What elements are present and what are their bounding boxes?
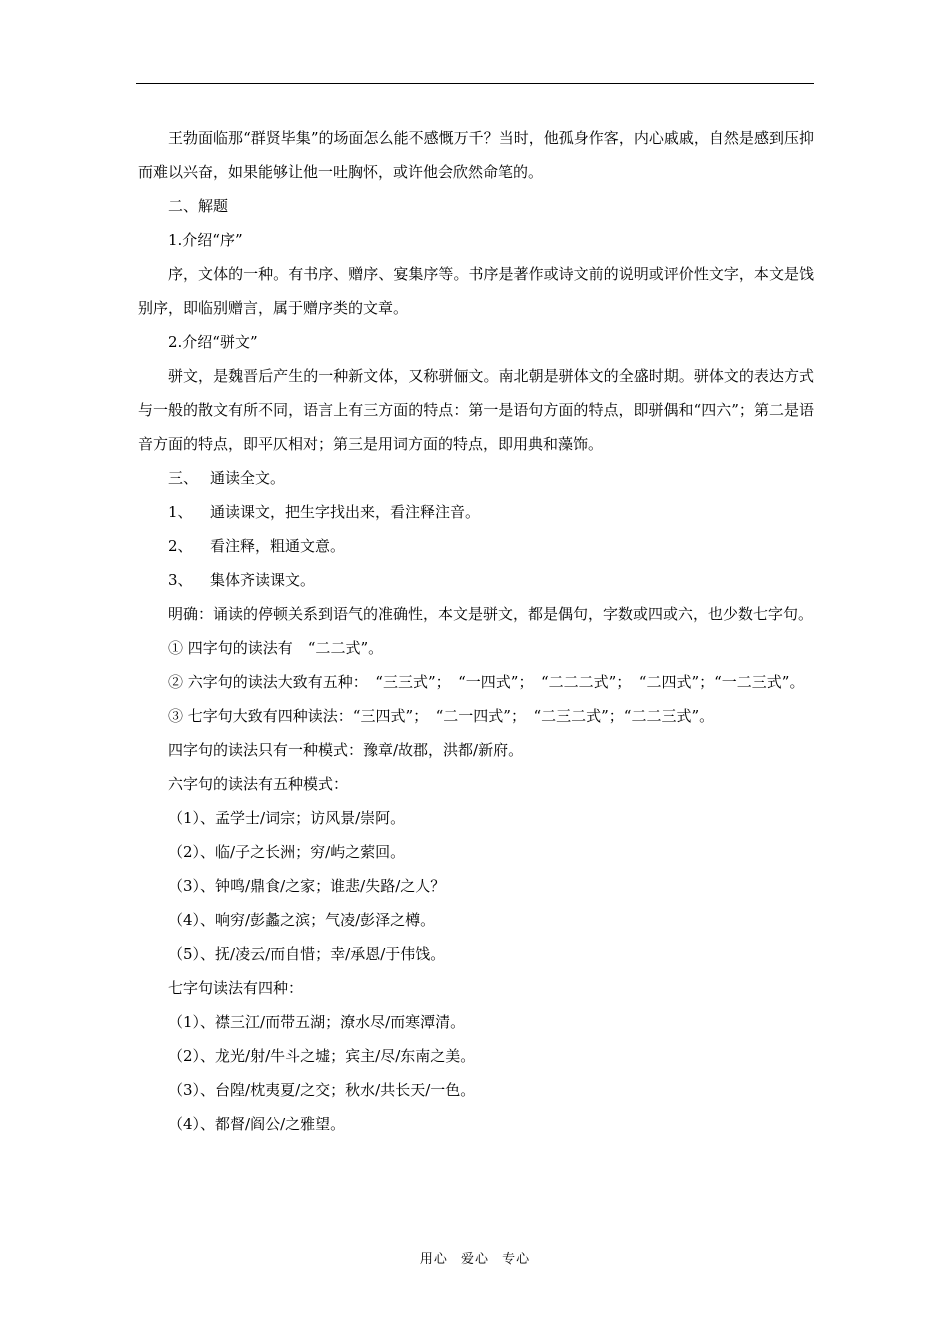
seven-char-item: （2）、龙光/射/牛斗之墟；宾主/尽/东南之美。 <box>168 1047 476 1065</box>
four-char-example: 四字句的读法只有一种模式：豫章/故郡，洪都/新府。 <box>168 741 524 759</box>
seven-char-item: （3）、台隍/枕夷夏/之交；秋水/共长天/一色。 <box>168 1081 476 1099</box>
subheading-pianwen: 2.介绍“骈文” <box>168 333 258 351</box>
step-item <box>138 563 814 597</box>
section-heading-3 <box>138 461 814 495</box>
rule-four-char: ① 四字句的读法有 “二二式”。 <box>168 639 384 657</box>
rule-seven-char: ③ 七字句大致有四种读法：“三四式”； “二一四式”； “二三二式”；“二二三式”。 <box>168 707 715 725</box>
step-item <box>138 495 814 529</box>
clarify-paragraph: 明确：诵读的停顿关系到语气的准确性，本文是骈文，都是偶句，字数或四或六，也少数七字句。 <box>168 605 814 623</box>
footer-text-1: 用心 <box>419 1252 448 1267</box>
six-char-item: （5）、抚/凌云/而自惜；幸/承恩/于伟饯。 <box>168 945 446 963</box>
paragraph-pianwen: 骈文，是魏晋后产生的一种新文体，又称骈俪文。南北朝是骈体文的全盛时期。骈体文的表达方式与一般的散文有所不同，语言上有三方面的特点：第一是语句方面的特点，即骈偶和“四六”；第二是语音方面的特点，即平仄相对；第三是用词方面的特点，即用典和藻饰。 <box>138 367 814 453</box>
step-text: 集体齐读课文。 <box>210 571 316 589</box>
six-char-item: （4）、响穷/彭蠡之滨；气凌/彭泽之樽。 <box>168 911 436 929</box>
paragraph-xu: 序，文体的一种。有书序、赠序、宴集序等。书序是著作或诗文前的说明或评价性文字，本文是饯别序，即临别赠言，属于赠序类的文章。 <box>138 265 814 317</box>
rule-six-char: ② 六字句的读法大致有五种： “三三式”； “一四式”； “二二二式”； “二四式”；“一二三式”。 <box>168 673 805 691</box>
six-char-item: （3）、钟鸣/鼎食/之家；谁悲/失路/之人？ <box>168 877 446 895</box>
step-num: 2、 <box>168 537 193 555</box>
section-heading-3-text: 通读全文。 <box>210 469 286 487</box>
six-char-item: （1）、孟学士/词宗；访风景/崇阿。 <box>168 809 406 827</box>
seven-char-item: （1）、襟三江/而带五湖；潦水尽/而寒潭清。 <box>168 1013 466 1031</box>
step-num: 3、 <box>168 571 193 589</box>
step-num: 1、 <box>168 503 193 521</box>
seven-char-heading: 七字句读法有四种： <box>168 979 304 997</box>
step-text: 通读课文，把生字找出来，看注释注音。 <box>210 503 481 521</box>
seven-char-item: （4）、都督/阎公/之雅望。 <box>168 1115 346 1133</box>
six-char-heading: 六字句的读法有五种模式： <box>168 775 349 793</box>
footer-text-2: 爱心 <box>460 1252 489 1267</box>
document-body <box>138 121 814 1141</box>
step-item <box>138 529 814 563</box>
page-footer <box>0 1248 950 1267</box>
header-rule <box>136 83 814 84</box>
section-heading-2: 二、解题 <box>168 197 229 215</box>
footer-text-3: 专心 <box>502 1252 531 1267</box>
six-char-item: （2）、临/子之长洲；穷/屿之萦回。 <box>168 843 406 861</box>
section-heading-3-num: 三、 <box>168 469 199 487</box>
subheading-xu: 1.介绍“序” <box>168 231 243 249</box>
intro-paragraph: 王勃面临那“群贤毕集”的场面怎么能不感慨万千？当时，他孤身作客，内心戚戚，自然是感到压抑而难以兴奋，如果能够让他一吐胸怀，或许他会欣然命笔的。 <box>138 129 814 181</box>
step-text: 看注释，粗通文意。 <box>210 537 346 555</box>
